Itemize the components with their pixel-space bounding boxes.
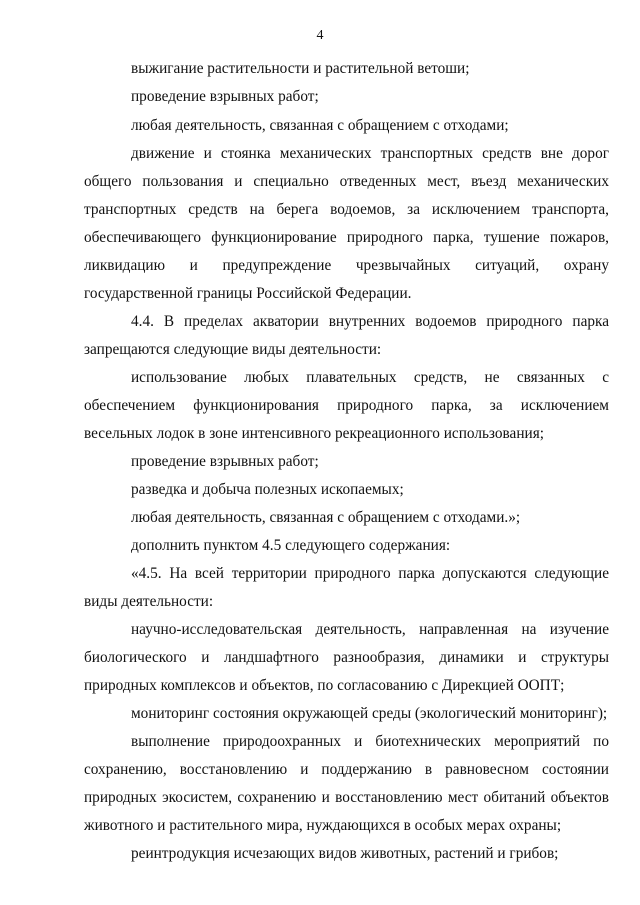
text-line: природных экосистем, сохранению и восстановлению мест обитаний объектов [84, 789, 609, 806]
text-line: реинтродукция исчезающих видов животных, растений и грибов; [131, 845, 559, 862]
text-line: использование любых плавательных средств, не связанных с [131, 369, 609, 386]
text-line: государственной границы Российской Федерации. [84, 285, 412, 302]
text-line: природных комплексов и объектов, по согласованию с Дирекцией ООПТ; [84, 677, 565, 694]
text-line: движение и стоянка механических транспортных средств вне дорог [131, 145, 609, 162]
text-line: весельных лодок в зоне интенсивного рекреационного использования; [84, 425, 545, 442]
text-line: транспортных средств на берега водоемов, за исключением транспорта, [84, 201, 609, 218]
text-line: 4.4. В пределах акватории внутренних водоемов природного парка [131, 313, 609, 330]
text-line: выполнение природоохранных и биотехнических мероприятий по [131, 733, 609, 750]
text-line: любая деятельность, связанная с обращением с отходами.»; [131, 509, 521, 526]
text-line: любая деятельность, связанная с обращением с отходами; [131, 117, 509, 134]
text-line: обеспечением функционирования природного парка, за исключением [84, 397, 609, 414]
text-line: общего пользования и специально отведенных мест, въезд механических [84, 173, 609, 190]
text-line: «4.5. На всей территории природного парка допускаются следующие [131, 565, 609, 582]
text-line: дополнить пунктом 4.5 следующего содержания: [131, 537, 451, 554]
text-line: проведение взрывных работ; [131, 453, 319, 470]
text-line: ликвидацию и предупреждение чрезвычайных ситуаций, охрану [84, 257, 609, 274]
text-line: обеспечивающего функционирование природного парка, тушение пожаров, [84, 229, 609, 246]
text-line: биологического и ландшафтного разнообразия, динамики и структуры [84, 649, 609, 666]
text-line: запрещаются следующие виды деятельности: [84, 341, 382, 358]
text-line: разведка и добыча полезных ископаемых; [131, 481, 404, 498]
text-line: сохранению, восстановлению и поддержанию в равновесном состоянии [84, 761, 609, 778]
text-line: выжигание растительности и растительной ветоши; [131, 60, 470, 77]
page-number: 4 [316, 28, 324, 43]
text-line: научно-исследовательская деятельность, направленная на изучение [131, 621, 609, 638]
text-line: виды деятельности: [84, 593, 214, 610]
text-line: проведение взрывных работ; [131, 88, 319, 105]
text-line: животного и растительного мира, нуждающихся в особых мерах охраны; [84, 817, 562, 834]
text-line: мониторинг состояния окружающей среды (экологический мониторинг); [131, 705, 608, 722]
